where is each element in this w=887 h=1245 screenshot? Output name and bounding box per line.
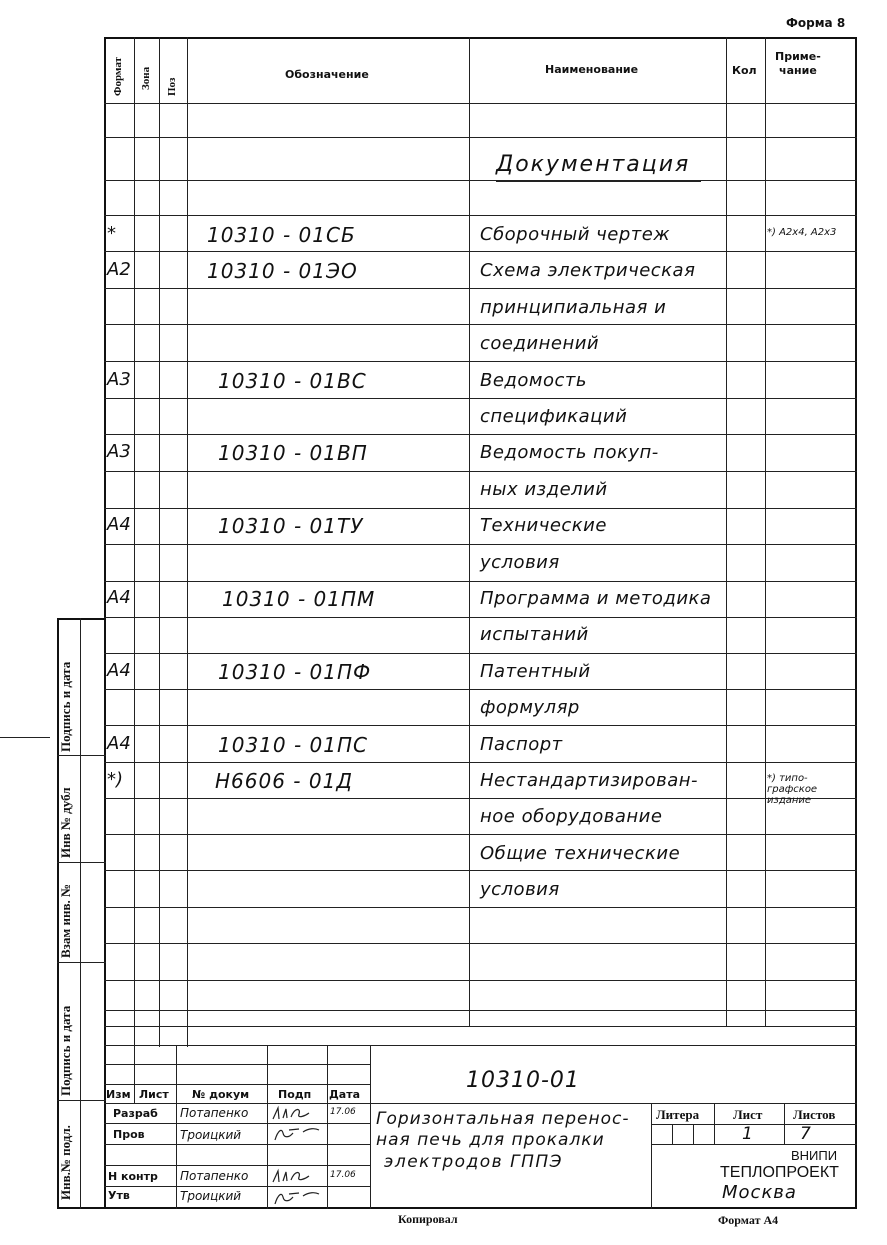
row-name: ное оборудование — [480, 806, 663, 828]
row-designation: 10310 - 01ВС — [218, 368, 367, 393]
row-line — [104, 180, 857, 181]
row-line — [104, 870, 857, 871]
footer-format: Формат А4 — [718, 1213, 779, 1227]
row-line — [104, 581, 857, 582]
footer-copied: Копировал — [398, 1212, 458, 1226]
tb-name-nkontr: Потапенко — [180, 1169, 249, 1183]
row-name: спецификаций — [480, 406, 628, 427]
tb-org2: ТЕПЛОПРОЕКТ — [720, 1164, 839, 1181]
row-format: А3 — [107, 368, 131, 390]
tb-role-nkontr: Н контр — [108, 1170, 158, 1183]
row-name: формуляр — [480, 697, 580, 719]
row-line — [104, 137, 857, 138]
row-name: Нестандартизирован- — [480, 770, 698, 791]
tb-sheet-value: 1 — [742, 1124, 754, 1144]
row-format: А4 — [107, 732, 131, 754]
row-format: А4 — [107, 514, 131, 536]
tb-org1: ВНИПИ — [791, 1148, 838, 1163]
row-line — [104, 725, 857, 726]
row-line — [104, 398, 857, 399]
signature-razrab — [269, 1104, 325, 1123]
tb-col-date: Дата — [329, 1088, 361, 1101]
row-name: Технические — [480, 515, 607, 537]
row-designation: 10310 - 01ЭО — [207, 259, 358, 284]
col-header-name: Наименование — [545, 63, 639, 76]
row-name: Ведомость — [480, 369, 587, 391]
row-line — [104, 617, 857, 618]
row-name: Паспорт — [480, 733, 563, 755]
row-line — [104, 544, 857, 545]
row-line — [104, 434, 857, 435]
col-header-zone: Зона — [140, 66, 152, 90]
row-name: условия — [480, 879, 560, 901]
row-line — [104, 471, 857, 472]
row-line — [104, 215, 857, 216]
row-designation: 10310 - 01ТУ — [218, 514, 364, 539]
form-label: Форма 8 — [786, 16, 846, 30]
tb-role-utv: Утв — [108, 1189, 130, 1202]
tb-date-nkontr: 17.06 — [330, 1170, 356, 1180]
tb-date-razrab: 17.06 — [330, 1107, 356, 1117]
tb-col-docnum: № докум — [192, 1088, 250, 1101]
row-format: А4 — [107, 659, 131, 681]
row-line — [104, 689, 857, 690]
side-label-orig-inv: Инв.№ подл. — [58, 1125, 73, 1200]
row-format: А3 — [107, 441, 131, 463]
row-line — [104, 251, 857, 252]
row-name: Общие технические — [480, 842, 681, 864]
row-line — [104, 980, 857, 981]
tb-title-line2: ная печь для прокалки — [376, 1130, 605, 1150]
side-label-sign-date-1: Подпись и дата — [58, 661, 73, 752]
col-header-designation: Обозначение — [285, 68, 369, 81]
row-name: условия — [480, 551, 560, 573]
side-label-dup-inv: Инв № дубл — [58, 787, 73, 858]
tb-name-prov: Троицкий — [180, 1128, 242, 1142]
section-title: Документация — [496, 152, 691, 177]
tb-title-line3: электродов ГППЭ — [384, 1152, 564, 1172]
tb-org3: Москва — [722, 1182, 797, 1203]
row-name: Программа и методика — [480, 588, 712, 609]
row-format: А4 — [107, 587, 131, 608]
row-format: *) — [107, 769, 124, 790]
row-line — [104, 653, 857, 654]
row-name: Схема электрическая — [480, 260, 696, 282]
tb-litera: Литера — [656, 1107, 700, 1122]
tb-name-razrab: Потапенко — [180, 1106, 249, 1120]
tb-role-prov: Пров — [113, 1128, 145, 1141]
tb-title-line1: Горизонтальная перенос- — [376, 1109, 630, 1129]
tb-sheets-value: 7 — [800, 1124, 812, 1144]
row-line — [104, 324, 857, 325]
tb-role-razrab: Разраб — [113, 1107, 158, 1120]
tb-col-izm: Изм — [106, 1088, 131, 1101]
row-name: ных изделий — [480, 478, 608, 500]
tb-col-list: Лист — [139, 1088, 169, 1101]
row-designation: 10310 - 01ПМ — [222, 587, 376, 611]
row-name: соединений — [480, 333, 600, 355]
col-header-qty: Кол — [732, 64, 757, 77]
row-name: Патентный — [480, 660, 591, 682]
signature-prov — [269, 1124, 325, 1144]
row-note: *) типо-графское издание — [767, 773, 818, 806]
row-designation: 10310 - 01ПС — [218, 732, 369, 757]
col-header-pos: Поз — [166, 77, 178, 96]
row-note: *) А2х4, А2х3 — [767, 227, 837, 238]
row-designation: Н6606 - 01Д — [215, 769, 353, 793]
tb-sheets: Листов — [793, 1107, 836, 1122]
row-designation: 10310 - 01ПФ — [218, 659, 372, 684]
side-label-replace-inv: Взам инв. № — [58, 883, 73, 958]
row-line — [104, 798, 857, 799]
col-header-format: Формат — [112, 57, 124, 96]
row-designation: 10310 - 01ВП — [218, 441, 368, 466]
row-format: * — [107, 223, 116, 244]
col-header-note: Приме- чание — [775, 50, 821, 77]
row-format: А2 — [107, 259, 131, 281]
row-name: принципиальная и — [480, 296, 667, 318]
main-frame — [104, 37, 857, 1209]
tb-name-utv: Троицкий — [180, 1189, 242, 1203]
row-line — [104, 907, 857, 908]
row-line — [104, 361, 857, 362]
row-line — [104, 508, 857, 509]
row-name: Сборочный чертеж — [480, 224, 671, 245]
margin-tick — [0, 737, 50, 738]
row-name: Ведомость покуп- — [480, 442, 659, 464]
row-line — [104, 943, 857, 944]
signature-utv — [269, 1186, 325, 1208]
tb-col-sign: Подп — [278, 1088, 312, 1101]
row-line — [104, 762, 857, 763]
side-label-sign-date-2: Подпись и дата — [58, 1005, 73, 1096]
tb-sheet: Лист — [733, 1107, 763, 1122]
row-line — [104, 1010, 857, 1011]
row-designation: 10310 - 01СБ — [207, 223, 356, 247]
row-line — [104, 834, 857, 835]
doc-number: 10310-01 — [466, 1068, 580, 1093]
row-line — [104, 288, 857, 289]
signature-nkontr — [269, 1166, 325, 1186]
row-name: испытаний — [480, 624, 589, 646]
